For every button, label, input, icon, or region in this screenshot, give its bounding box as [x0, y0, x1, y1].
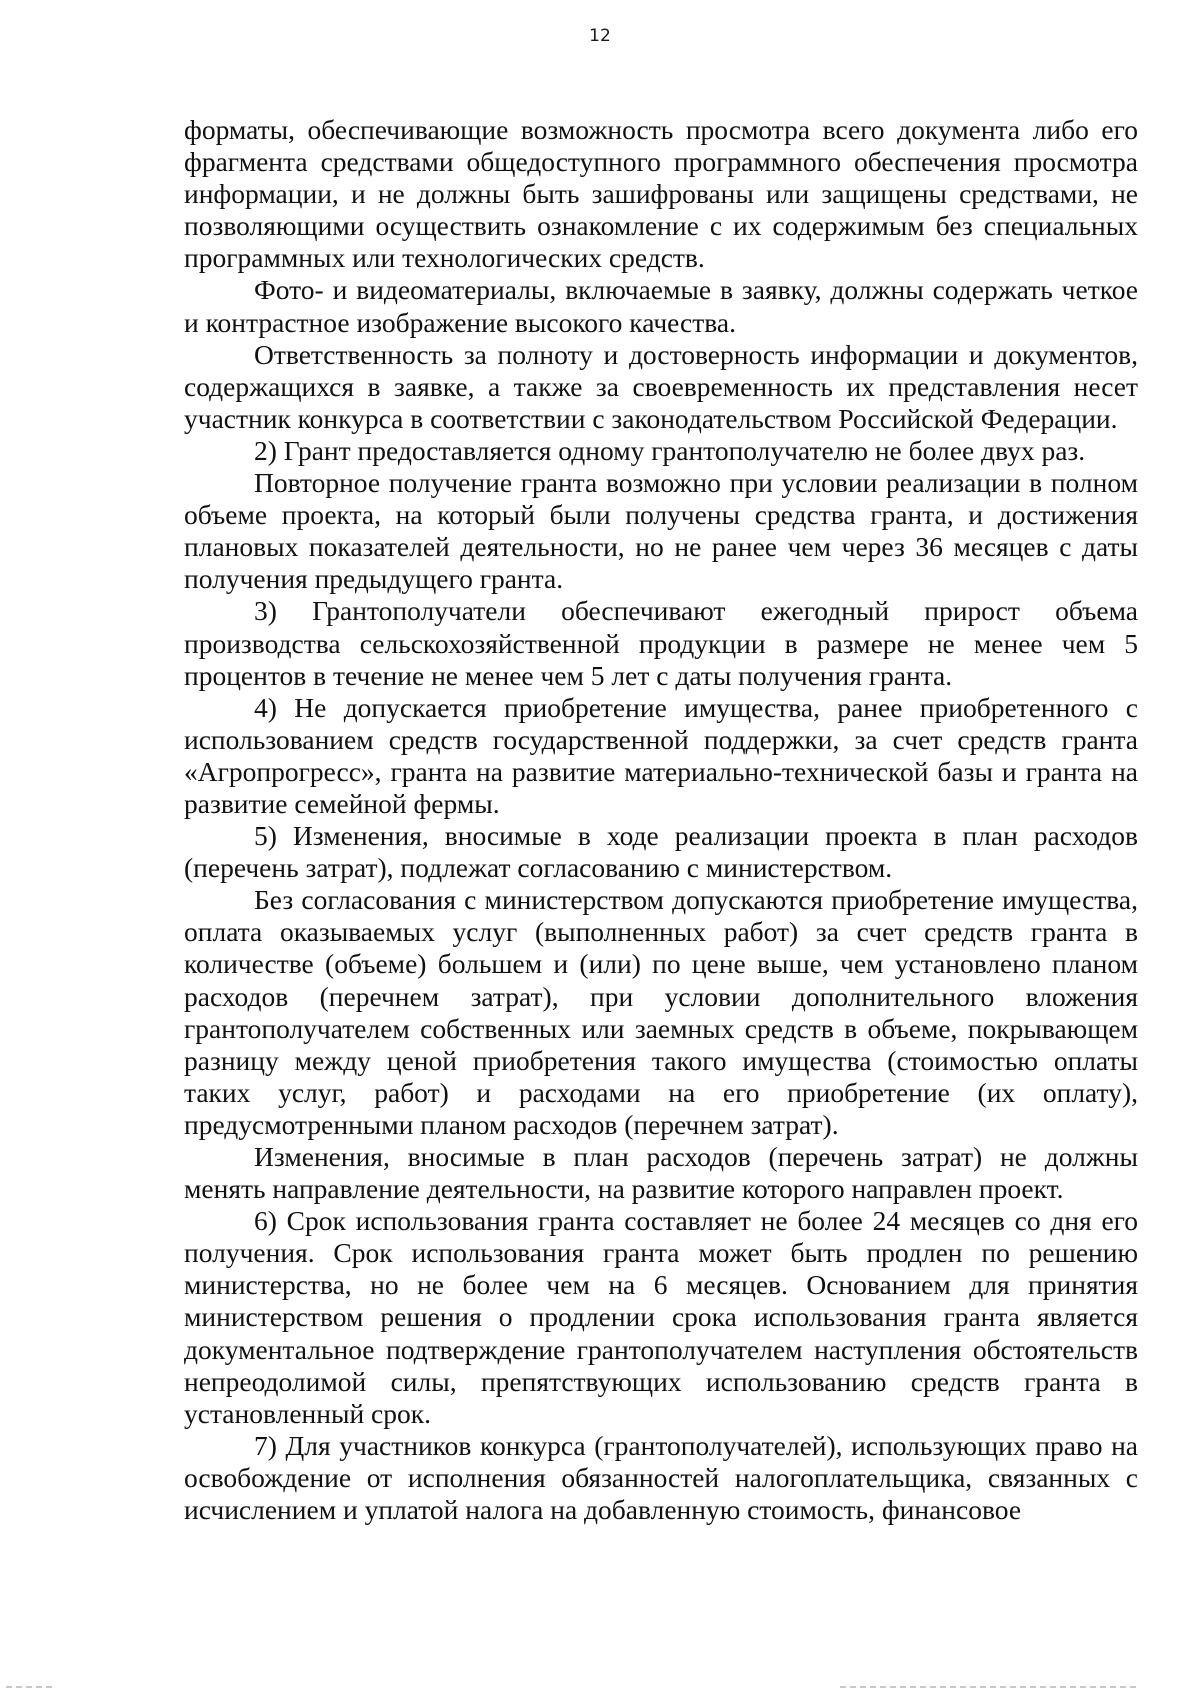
document-body [184, 114, 1138, 1526]
paragraph-responsibility: Ответственность за полноту и достоверность информации и документов, содержащихся в заявке, а также за своевременность их представления несет участник конкурса в соответствии с законодательством Российской Федерации. [184, 338, 1138, 434]
scan-artifact-right [840, 1686, 1140, 1688]
paragraph-without-approval: Без согласования с министерством допускаются приобретение имущества, оплата оказываемых услуг (выполненных работ) за счет средств гранта в количестве (объеме) большем и (или) по цене выше, чем установлено планом расходов (перечнем затрат), при условии дополнительного вложения грантополучателем собственных или заемных средств в объеме, покрывающем разницу между ценой приобретения такого имущества (стоимостью оплаты таких услуг, работ) и расходами на его приобретение (их оплату), предусмотренными планом расходов (перечнем затрат). [184, 884, 1138, 1140]
paragraph-item-3: 3) Грантополучатели обеспечивают ежегодный прирост объема производства сельскохозяйственной продукции в размере не менее чем 5 процентов в течение не менее чем 5 лет с даты получения гранта. [184, 595, 1138, 691]
paragraph-plan-changes: Изменения, вносимые в план расходов (перечень затрат) не должны менять направление деятельности, на развитие которого направлен проект. [184, 1141, 1138, 1205]
paragraph-file-formats: форматы, обеспечивающие возможность просмотра всего документа либо его фрагмента средствами общедоступного программного обеспечения просмотра информации, и не должны быть зашифрованы или защищены средствами, не позволяющими осуществить ознакомление с их содержимым без специальных программных или технологических средств. [184, 114, 1138, 274]
scan-artifact-left [6, 1686, 54, 1688]
paragraph-item-4: 4) Не допускается приобретение имущества, ранее приобретенного с использованием средств государственной поддержки, за счет средств гранта «Агропрогресс», гранта на развитие материально-технической базы и гранта на развитие семейной фермы. [184, 691, 1138, 819]
paragraph-photo-video: Фото- и видеоматериалы, включаемые в заявку, должны содержать четкое и контрастное изображение высокого качества. [184, 274, 1138, 338]
paragraph-item-6: 6) Срок использования гранта составляет не более 24 месяцев со дня его получения. Срок использования гранта может быть продлен по решению министерства, но не более чем на 6 месяцев. Основанием для принятия министерством решения о продлении срока использования гранта является документальное подтверждение грантополучателем наступления обстоятельств непреодолимой силы, препятствующих использованию средств гранта в установленный срок. [184, 1205, 1138, 1429]
page-number: 12 [589, 26, 611, 46]
paragraph-item-5: 5) Изменения, вносимые в ходе реализации проекта в план расходов (перечень затрат), подлежат согласованию с министерством. [184, 820, 1138, 884]
paragraph-item-7: 7) Для участников конкурса (грантополучателей), использующих право на освобождение от исполнения обязанностей налогоплательщика, связанных с исчислением и уплатой налога на добавленную стоимость, финансовое [184, 1429, 1138, 1526]
paragraph-item-2: 2) Грант предоставляется одному грантополучателю не более двух раз. [254, 434, 1086, 466]
paragraph-repeat-grant: Повторное получение гранта возможно при условии реализации в полном объеме проекта, на который были получены средства гранта, и достижения плановых показателей деятельности, но не ранее чем через 36 месяцев с даты получения предыдущего гранта. [184, 467, 1138, 595]
